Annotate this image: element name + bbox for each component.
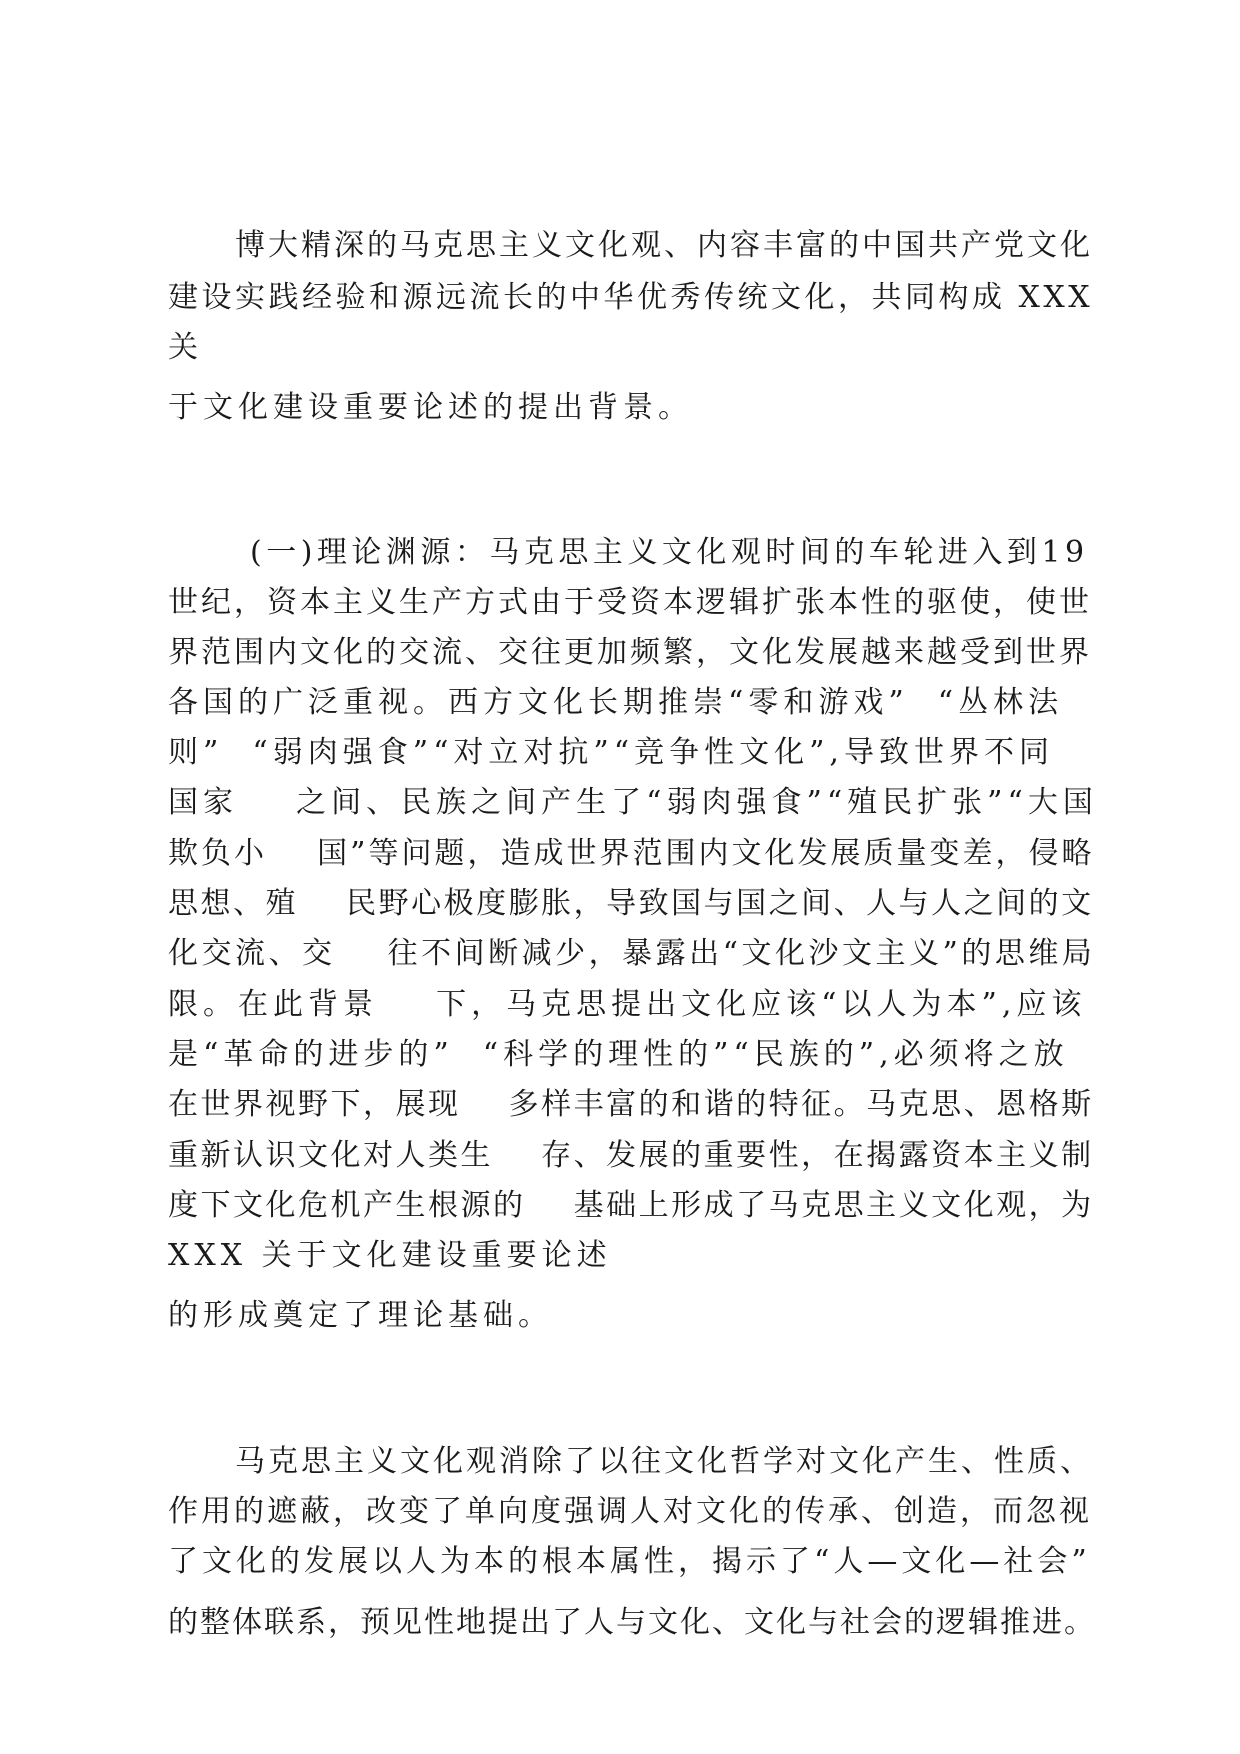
paragraph-1-line-4: 于文化建设重要论述的提出背景。: [168, 390, 693, 425]
paragraph-2-line-2: 世纪，资本主义生产方式由于受资本逻辑扩张本性的驱使，使世: [168, 585, 1092, 620]
paragraph-2-line-16: 的形成奠定了理论基础。: [168, 1298, 553, 1333]
paragraph-1-line-3: 关: [168, 330, 203, 365]
paragraph-2-line-3: 界范围内文化的交流、交往更加频繁，文化发展越来越受到世界: [168, 635, 1092, 670]
paragraph-2-line-9: 化交流、交 往不间断减少，暴露出“文化沙文主义”的思维局: [168, 936, 1096, 971]
paragraph-3-line-3: 了文化的发展以人为本的根本属性，揭示了“人—文化—社会”: [168, 1544, 1091, 1579]
paragraph-1-line-2: 建设实践经验和源远流长的中华优秀传统文化，共同构成 XXX: [168, 280, 1094, 315]
paragraph-2-line-4: 各国的广泛重视。西方文化长期推崇“零和游戏” “丛林法: [168, 685, 1064, 720]
paragraph-2-line-11: 是“革命的进步的” “科学的理性的”“民族的”,必须将之放: [168, 1037, 1069, 1072]
paragraph-2-line-6: 国家 之间、民族之间产生了“弱肉强食”“殖民扩张”“大国: [168, 785, 1098, 820]
paragraph-2-line-1: (一)理论渊源：马克思主义文化观时间的车轮进入到19: [250, 535, 1089, 570]
paragraph-3-line-2: 作用的遮蔽，改变了单向度强调人对文化的传承、创造，而忽视: [168, 1494, 1092, 1529]
paragraph-2-line-5: 则” “弱肉强食”“对立对抗”“竞争性文化”,导致世界不同: [168, 735, 1054, 770]
paragraph-2-line-15: XXX 关于文化建设重要论述: [168, 1238, 612, 1273]
paragraph-2-line-7: 欺负小 国”等问题，造成世界范围内文化发展质量变差，侵略: [168, 836, 1095, 871]
paragraph-1-line-1: 博大精深的马克思主义文化观、内容丰富的中国共产党文化: [235, 228, 1093, 263]
paragraph-2-line-12: 在世界视野下，展现 多样丰富的和谐的特征。马克思、恩格斯: [168, 1087, 1094, 1122]
paragraph-3-line-4: 的整体联系，预见性地提出了人与文化、文化与社会的逻辑推进。: [168, 1605, 1096, 1640]
paragraph-3-line-1: 马克思主义文化观消除了以往文化哲学对文化产生、性质、: [235, 1444, 1093, 1479]
paragraph-2-line-8: 思想、殖 民野心极度膨胀，导致国与国之间、人与人之间的文: [168, 886, 1094, 921]
paragraph-2-line-13: 重新认识文化对人类生 存、发展的重要性，在揭露资本主义制: [168, 1138, 1094, 1173]
paragraph-2-line-14: 度下文化危机产生根源的 基础上形成了马克思主义文化观，为: [168, 1188, 1094, 1223]
paragraph-2-line-10: 限。在此背景 下，马克思提出文化应该“以人为本”,应该: [168, 987, 1087, 1022]
